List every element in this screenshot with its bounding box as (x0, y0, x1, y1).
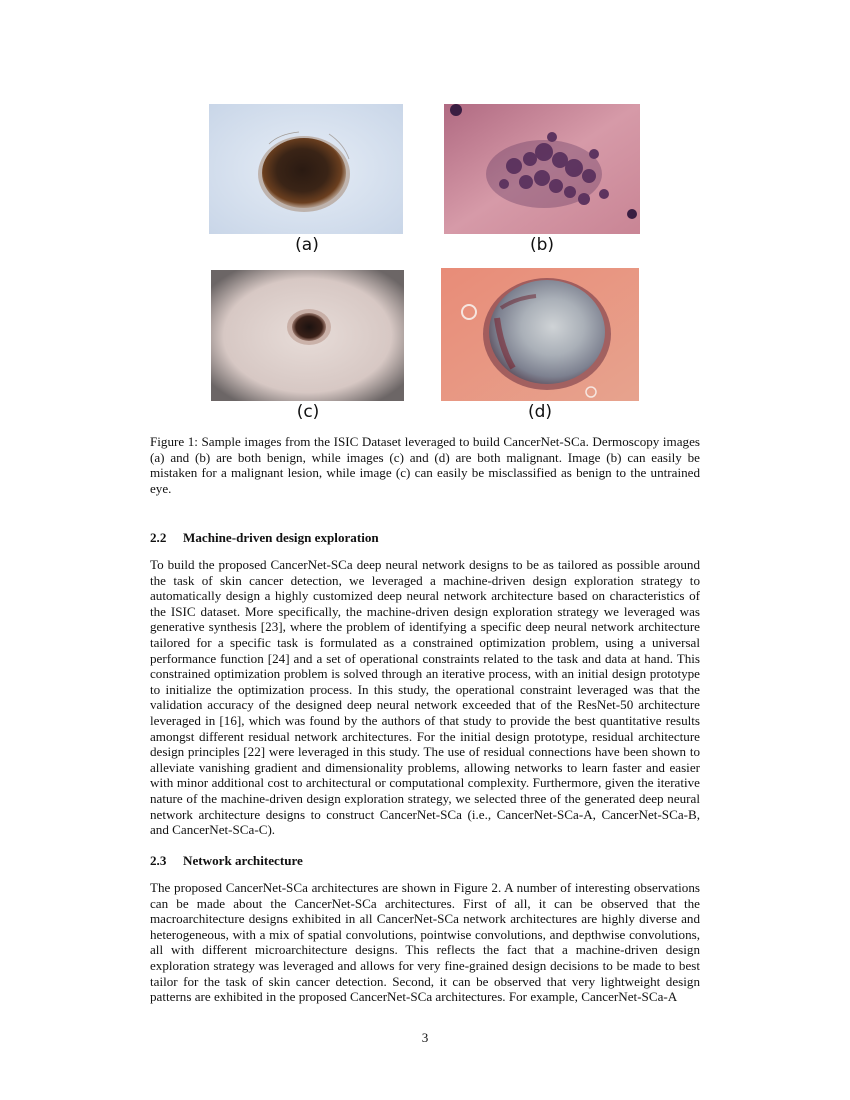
section-body-2-3: The proposed CancerNet-SCa architectures are shown in Figure 2. A number of interesting observations can be made about the CancerNet-SCa architectures. First of all, it can be observed that the macroarchitecture designs exhibited in all CancerNet-SCa network architectures are highly diverse and heterogeneous, with a mix of spatial convolutions, pointwise convolutions, and depthwise convolutions, all with different microarchitecture designs. This reflects the fact that a machine-driven design exploration strategy was leveraged and allows for very fine-grained design decisions to be made to best tailor for the task of skin cancer detection. Second, it can be observed that very lightweight design patterns are exhibited in the proposed CancerNet-SCa architectures. For example, CancerNet-SCa-A (150, 880, 700, 1005)
dermoscopy-image-b (444, 104, 640, 234)
subcaption-b: (b) (529, 235, 555, 255)
dermoscopy-image-d (441, 268, 639, 401)
section-number: 2.2 (150, 530, 167, 545)
section-title: Network architecture (183, 853, 303, 868)
dermoscopy-image-a (209, 104, 403, 234)
figure-1 (150, 100, 700, 430)
page-number: 3 (421, 1030, 429, 1045)
subcaption-a: (a) (295, 235, 319, 255)
subcaption-c: (c) (296, 402, 320, 422)
subcaption-d: (d) (527, 402, 553, 422)
section-number: 2.3 (150, 853, 167, 868)
section-heading-2-2 (150, 530, 700, 546)
section-title: Machine-driven design exploration (183, 530, 379, 545)
dermoscopy-image-c (211, 270, 404, 401)
figure-caption: Figure 1: Sample images from the ISIC Dataset leveraged to build CancerNet-SCa. Dermoscopy images (a) and (b) are both benign, while images (c) and (d) are both malignant. Image (b) can easily be mistaken for a malignant lesion, while image (c) can easily be misclassified as benign to the untrained eye. (150, 434, 700, 496)
section-heading-2-3 (150, 853, 700, 869)
section-body-2-2: To build the proposed CancerNet-SCa deep neural network designs to be as tailored as possible around the task of skin cancer detection, we leveraged a machine-driven design exploration strategy to automatically design a highly customized deep neural network architecture based on characteristics of the ISIC dataset. More specifically, the machine-driven design exploration strategy we leveraged was generative synthesis [23], where the problem of identifying a specific deep neural network architecture tailored for a specific task is formulated as a constrained optimization problem, using a universal performance function [24] and a set of operational constraints related to the task and data at hand. This constrained optimization problem is solved through an iterative process, with an initial design prototype to initialize the optimization process. In this study, the operational constraint leveraged was that the validation accuracy of the designed deep neural network exceeded that of the ResNet-50 architecture leveraged in [16], which was found by the authors of that study to provide the best quantitative results amongst different residual network architectures. For the initial design prototype, residual architecture design principles [22] were leveraged in this study. The use of residual connections have been shown to alleviate vanishing gradient and dimensionality problems, allowing networks to learn faster and easier with minor additional cost to architectural or computational complexity. Furthermore, given the iterative nature of the machine-driven design exploration strategy, we selected three of the generated deep neural network architecture designs to construct CancerNet-SCa (i.e., CancerNet-SCa-A, CancerNet-SCa-B, and CancerNet-SCa-C). (150, 557, 700, 838)
